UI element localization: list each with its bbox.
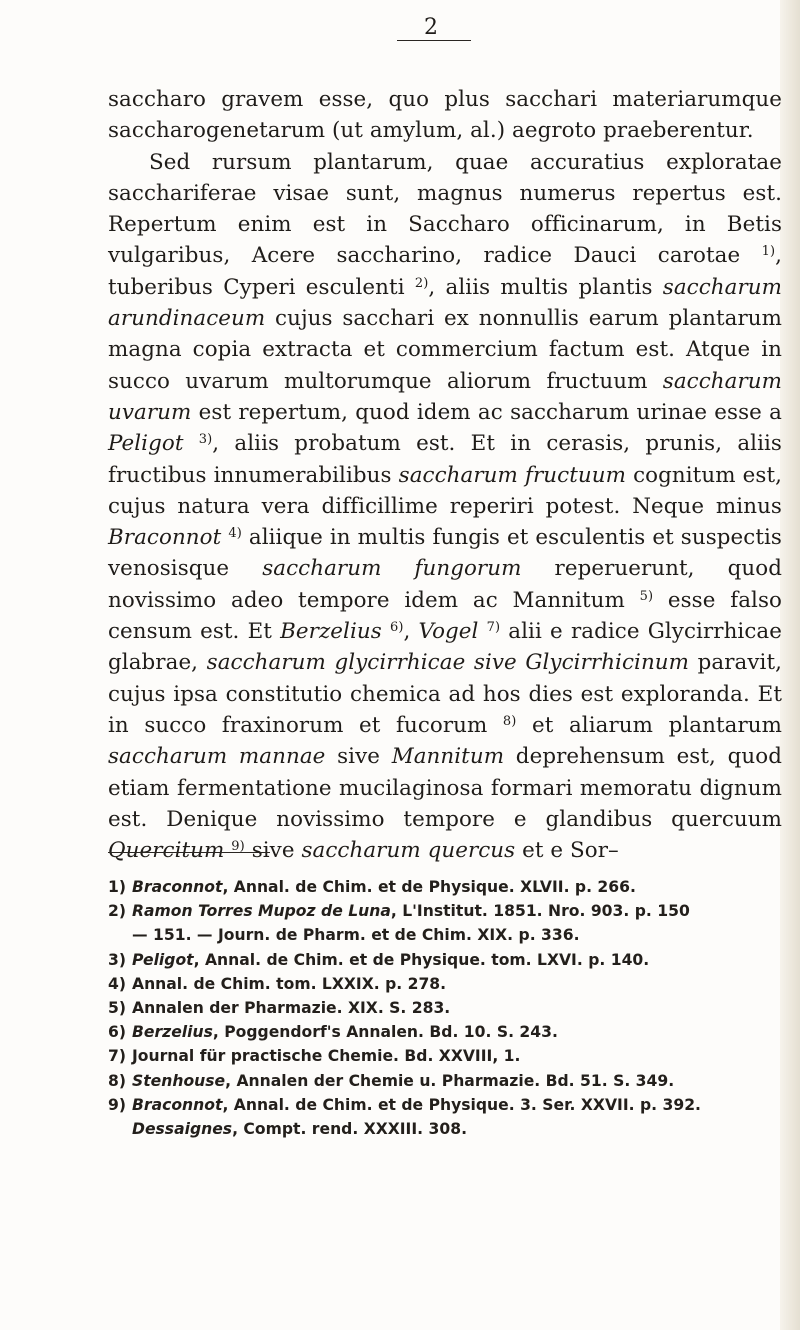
footnote-author: Braconnot xyxy=(132,878,223,896)
italic-term: saccharum mannae xyxy=(108,744,326,770)
text-run: et e Sor– xyxy=(515,838,619,864)
italic-term: saccharum quercus xyxy=(301,838,516,864)
footnote-number: 2) xyxy=(108,902,126,921)
text-run: cujus sacchari ex nonnullis earum plantarum magna copia extracta et commercium factum est. Atque in succo uvarum multorumque aliorum fructuum xyxy=(108,306,782,394)
footnote-text: , Poggendorf's Annalen. Bd. 10. S. 243. xyxy=(212,1023,558,1042)
header-rule xyxy=(397,40,471,41)
paragraph-2 xyxy=(108,147,782,867)
text-run: reperuerunt, quod novissimo adeo tempore idem ac Mannitum xyxy=(108,556,782,613)
footnote-1 xyxy=(108,875,788,899)
page-number: 2 xyxy=(424,15,438,40)
footnotes xyxy=(108,875,788,1141)
text-run: Sed rursum plantarum, quae accuratius exploratae sacchariferae visae sunt, magnus numerus repertus est. Repertum enim est in Saccharo officinarum, in Betis vulgaribus, Acere saccharino, radice Dauci carotae xyxy=(108,149,782,269)
footnote-text: , Annalen der Chemie u. Pharmazie. Bd. 51. S. 349. xyxy=(225,1071,675,1090)
italic-author: Berzelius xyxy=(280,619,382,645)
footnote-9 xyxy=(108,1093,788,1141)
text-run: est repertum, quod idem ac saccharum urinae esse a xyxy=(191,399,782,425)
footnote-text: , Annal. de Chim. et de Physique. tom. LXVI. p. 140. xyxy=(193,950,650,969)
italic-author: Vogel xyxy=(418,619,479,645)
footnote-number: 6) xyxy=(108,1023,126,1042)
text-run: sive xyxy=(325,744,392,770)
footnote-ref-3: 3) xyxy=(198,432,213,448)
italic-author: Peligot xyxy=(108,431,184,457)
footnote-2 xyxy=(108,899,788,947)
footnote-ref-9: 9) xyxy=(231,839,245,855)
footnote-ref-6: 6) xyxy=(389,620,404,636)
footnote-4 xyxy=(108,972,788,996)
text-run: , tuberibus Cyperi esculenti xyxy=(108,243,782,300)
footnote-text: Annalen der Pharmazie. XIX. S. 283. xyxy=(132,999,451,1018)
footnote-ref-4: 4) xyxy=(228,526,242,542)
paragraph-1 xyxy=(108,84,782,147)
italic-author: Braconnot xyxy=(108,525,222,551)
footnote-number: 4) xyxy=(108,974,126,993)
italic-term: Quercitum xyxy=(108,838,225,864)
italic-term: Mannitum xyxy=(391,744,505,770)
footnote-8 xyxy=(108,1069,788,1093)
footnote-ref-7: 7) xyxy=(486,620,501,636)
text-run: et aliarum plantarum xyxy=(516,712,782,738)
footnote-number: 5) xyxy=(108,999,126,1018)
footnote-ref-5: 5) xyxy=(639,588,654,604)
footnote-author: Peligot xyxy=(132,950,194,969)
footnote-ref-8: 8) xyxy=(502,713,517,729)
main-text xyxy=(108,84,782,866)
footnote-number: 9) xyxy=(108,1095,126,1114)
text-run: cognitum est, cujus natura vera difficillime reperiri potest. Neque minus xyxy=(108,462,783,519)
text-run: saccharo gravem esse, quo plus sacchari materiarumque saccharogenetarum (ut amylum, al.) aegroto praeberentur. xyxy=(108,87,782,144)
italic-term: saccharum arundinaceum xyxy=(108,274,782,332)
footnote-author: Dessaignes xyxy=(132,1120,233,1139)
italic-term: saccharum fungorum xyxy=(262,556,522,582)
footnote-text: Annal. de Chim. tom. LXXIX. p. 278. xyxy=(132,974,447,993)
text-run xyxy=(382,619,390,644)
footnote-text: , L'Institut. 1851. Nro. 903. p. 150 xyxy=(390,902,690,921)
text-run: alii e radice Glycirrhicae glabrae, xyxy=(108,619,782,676)
footnote-author: Braconnot xyxy=(132,1095,223,1114)
footnote-ref-1: 1) xyxy=(761,244,776,260)
text-run: deprehensum est, quod etiam fermentatione mucilaginosa formari memoratu dignum est. Denique novissimo tempore e glandibus quercuum xyxy=(108,744,782,832)
footnote-number: 7) xyxy=(108,1047,126,1066)
text-run: sive xyxy=(244,838,302,864)
text-run: paravit, cujus ipsa constitutio chemica ad hos dies est exploranda. Et in succo fraxinorum et fucorum xyxy=(108,650,782,738)
footnote-author: Stenhouse xyxy=(132,1071,226,1090)
footnote-number: 1) xyxy=(108,878,126,896)
text-run xyxy=(184,431,199,456)
text-run: esse falso censum est. Et xyxy=(108,587,782,645)
footnote-text: Journal für practische Chemie. Bd. XXVIII, 1. xyxy=(132,1047,521,1066)
footnote-7 xyxy=(108,1044,788,1068)
footnote-text: , Annal. de Chim. et de Physique. 3. Ser. XXVII. p. 392. xyxy=(222,1095,701,1114)
footnote-number: 3) xyxy=(108,950,126,969)
footnote-ref-2: 2) xyxy=(414,275,429,291)
text-run xyxy=(478,619,486,644)
footnote-author: Ramon Torres Mupoz de Luna xyxy=(132,902,391,921)
footnote-number: 8) xyxy=(108,1071,126,1090)
footnote-5 xyxy=(108,996,788,1020)
text-run: , aliis multis plantis xyxy=(428,274,663,300)
footnote-3 xyxy=(108,948,788,972)
italic-term: saccharum glycirrhicae sive Glycirrhicinum xyxy=(206,650,690,676)
text-run: , aliis probatum est. Et in cerasis, prunis, aliis fructibus innumerabilibus xyxy=(108,431,782,488)
footnote-text: , Annal. de Chim. et de Physique. XLVII. p. 266. xyxy=(222,878,636,896)
footnote-text: , Compt. rend. XXXIII. 308. xyxy=(232,1120,467,1139)
footnote-author: Berzelius xyxy=(132,1023,213,1042)
footnote-continuation xyxy=(108,1117,788,1141)
italic-term: saccharum fructuum xyxy=(398,462,626,488)
italic-term: saccharum uvarum xyxy=(108,368,782,425)
footnote-separator xyxy=(108,852,270,853)
footnote-continuation: — 151. — Journ. de Pharm. et de Chim. XIX. p. 336. xyxy=(132,926,580,945)
text-run: aliique in multis fungis et esculentis et suspectis venosisque xyxy=(108,525,782,582)
footnote-6 xyxy=(108,1020,788,1044)
text-run: , xyxy=(403,619,419,645)
